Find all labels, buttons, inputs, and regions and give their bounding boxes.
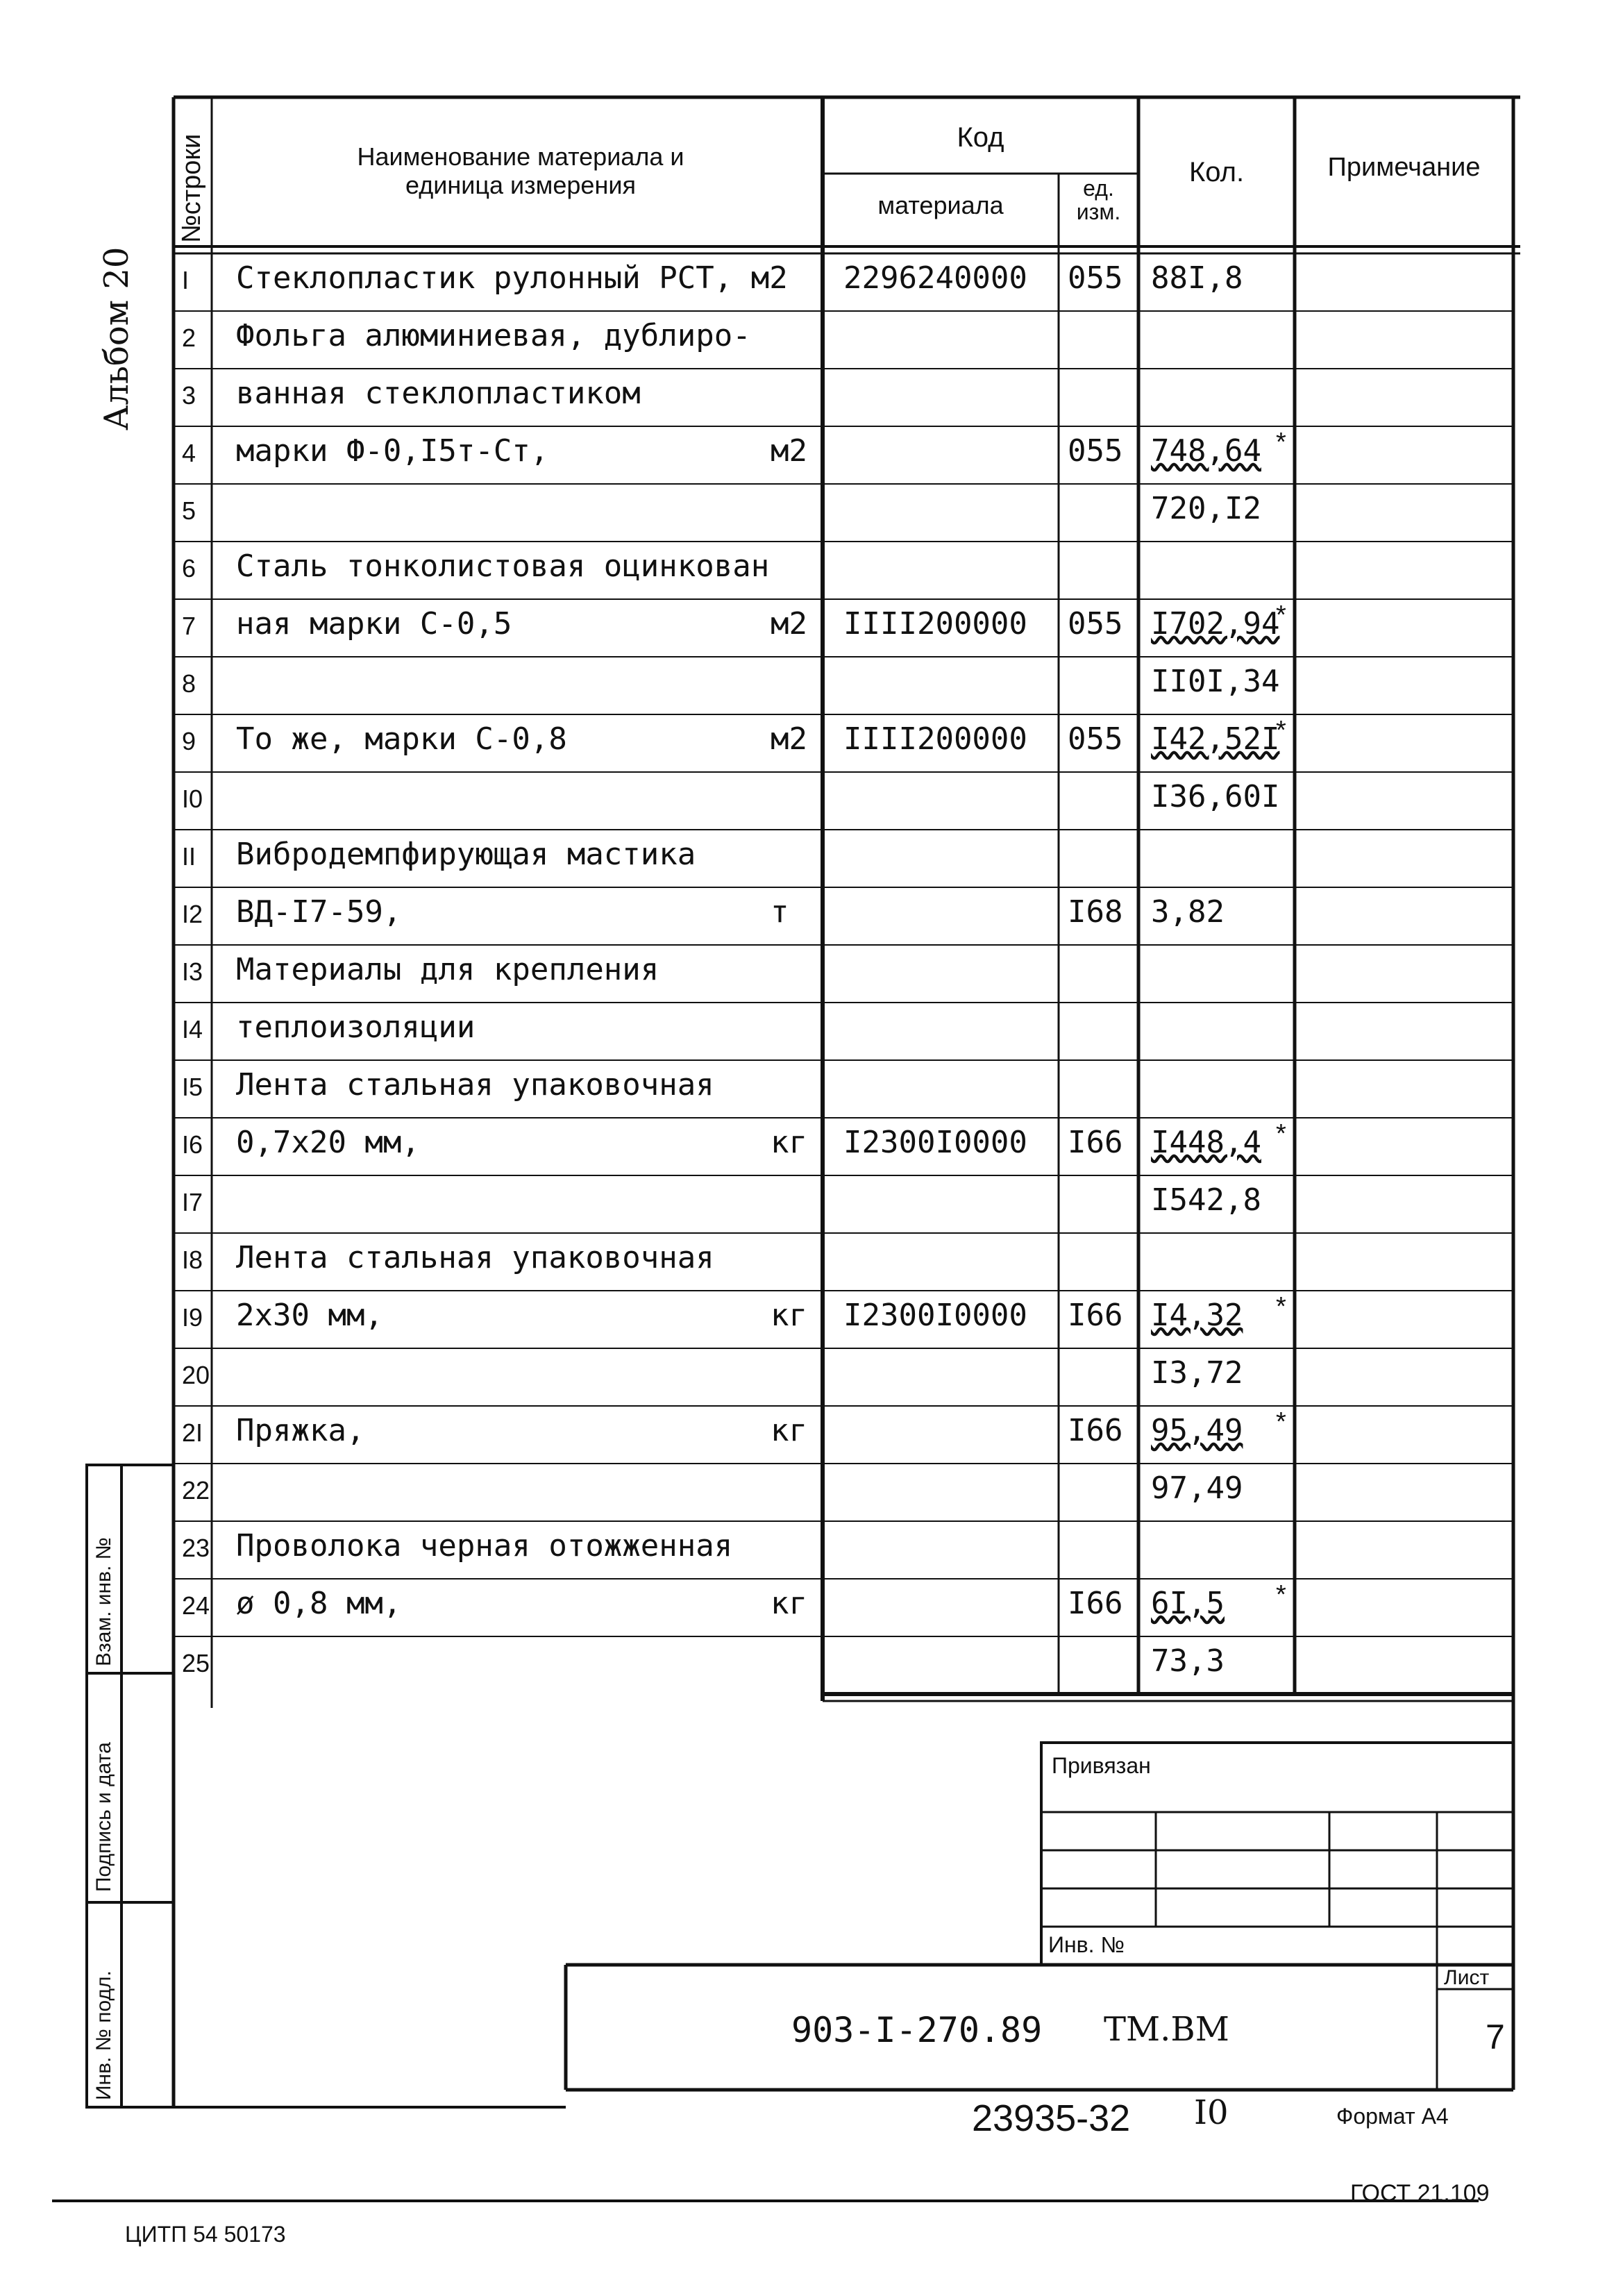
row-number: I0 — [182, 785, 203, 814]
stamp-list-label: Лист — [1444, 1966, 1490, 1989]
row-number: I — [182, 266, 190, 295]
header-name-line1: Наименование материала и — [357, 142, 684, 171]
quantity: I42,52I — [1151, 721, 1280, 757]
material-code: I2300I0000 — [843, 1124, 1027, 1160]
material-name: Проволока черная отожженная — [236, 1527, 733, 1564]
quantity: II0I,34 — [1151, 663, 1280, 699]
row-number: 2 — [182, 324, 196, 353]
side-podpis: Подпись и дата — [92, 1742, 115, 1892]
measure-unit: м2 — [771, 721, 807, 757]
quantity: 88I,8 — [1151, 260, 1243, 296]
material-name: Стеклопластик рулонный РСТ, м2 — [236, 260, 788, 296]
quantity: 73,3 — [1151, 1643, 1225, 1679]
stamp-list-value: 7 — [1486, 2018, 1505, 2056]
quantity: 6I,5 — [1151, 1585, 1225, 1621]
stamp-inv-no: Инв. № — [1048, 1932, 1125, 1957]
correction-star: * — [1276, 601, 1286, 630]
unit-code: I66 — [1068, 1412, 1123, 1448]
material-name: ВД-I7-59, — [236, 894, 402, 930]
material-name: 0,7х20 мм, — [236, 1124, 420, 1160]
measure-unit: кг — [771, 1124, 807, 1160]
quantity: 748,64 — [1151, 433, 1261, 469]
header-qty: Кол. — [1188, 157, 1245, 187]
header-code: Код — [957, 122, 1004, 153]
header-material: материала — [877, 191, 1004, 219]
quantity: 95,49 — [1151, 1412, 1243, 1448]
material-name: Лента стальная упаковочная — [236, 1066, 714, 1103]
stamp-doc-suffix: ТМ.ВМ — [1104, 2010, 1229, 2049]
quantity: I542,8 — [1151, 1182, 1261, 1218]
stamp-privyazan: Привязан — [1052, 1753, 1151, 1778]
header-unit-line2: изм. — [1076, 199, 1121, 224]
album-label: Альбом 20 — [97, 246, 136, 430]
gost-label: ГОСТ 21.109 — [1350, 2180, 1490, 2206]
unit-code: 055 — [1068, 433, 1123, 469]
unit-code: 055 — [1068, 721, 1123, 757]
measure-unit: м2 — [771, 605, 807, 642]
row-number: 4 — [182, 439, 196, 468]
row-number: I4 — [182, 1015, 203, 1044]
material-name: 2х30 мм, — [236, 1297, 383, 1333]
row-number: 9 — [182, 727, 196, 756]
side-vzam: Взам. инв. № — [92, 1537, 115, 1666]
material-name: Лента стальная упаковочная — [236, 1239, 714, 1275]
row-number: 22 — [182, 1476, 210, 1505]
material-code: 2296240000 — [843, 260, 1027, 296]
unit-code: I68 — [1068, 894, 1123, 930]
measure-unit: м2 — [771, 433, 807, 469]
row-number: 20 — [182, 1361, 210, 1390]
material-name: ø 0,8 мм, — [236, 1585, 402, 1621]
material-code: IIII200000 — [843, 605, 1027, 642]
unit-code: 055 — [1068, 605, 1123, 642]
quantity: I36,60I — [1151, 778, 1280, 814]
correction-star: * — [1276, 1580, 1286, 1609]
material-name: Вибродемпфирующая мастика — [236, 836, 696, 872]
order-number: 23935-32 — [972, 2097, 1131, 2139]
quantity: I4,32 — [1151, 1297, 1243, 1333]
correction-star: * — [1276, 716, 1286, 745]
measure-unit: кг — [771, 1412, 807, 1448]
quantity: I3,72 — [1151, 1355, 1243, 1391]
row-number: 6 — [182, 554, 196, 583]
unit-code: I66 — [1068, 1124, 1123, 1160]
material-code: I2300I0000 — [843, 1297, 1027, 1333]
quantity: 720,I2 — [1151, 490, 1261, 526]
citp-label: ЦИТП 54 50173 — [125, 2222, 286, 2247]
format-label: Формат А4 — [1336, 2104, 1449, 2129]
unit-code: 055 — [1068, 260, 1123, 296]
row-number: I2 — [182, 900, 203, 929]
material-name: ная марки С-0,5 — [236, 605, 512, 642]
row-number: 24 — [182, 1591, 210, 1620]
correction-star: * — [1276, 428, 1286, 457]
header-unit — [1059, 177, 1138, 224]
quantity: I448,4 — [1151, 1124, 1261, 1160]
row-number: 8 — [182, 669, 196, 698]
row-number: 2I — [182, 1418, 203, 1448]
material-code: IIII200000 — [843, 721, 1027, 757]
material-name: марки Ф-0,I5т-Ст, — [236, 433, 549, 469]
correction-star: * — [1276, 1407, 1286, 1436]
order-sub-number: I0 — [1194, 2093, 1229, 2132]
row-number: 3 — [182, 381, 196, 410]
measure-unit: кг — [771, 1585, 807, 1621]
side-inv: Инв. № подл. — [92, 1970, 115, 2100]
material-name: То же, марки С-0,8 — [236, 721, 567, 757]
measure-unit: т — [771, 894, 789, 930]
row-number: II — [182, 842, 196, 871]
correction-star: * — [1276, 1119, 1286, 1148]
measure-unit: кг — [771, 1297, 807, 1333]
material-name: Материалы для крепления — [236, 951, 659, 987]
row-number: 7 — [182, 612, 196, 641]
header-unit-line1: ед. — [1083, 176, 1114, 201]
material-name: Пряжка, — [236, 1412, 365, 1448]
row-number: I5 — [182, 1073, 203, 1102]
material-name: Сталь тонколистовая оцинкован — [236, 548, 770, 584]
stamp-doc-code: 903-I-270.89 — [791, 2010, 1043, 2050]
quantity: I702,94 — [1151, 605, 1280, 642]
material-name: Фольга алюминиевая, дублиро- — [236, 317, 751, 353]
quantity: 3,82 — [1151, 894, 1225, 930]
unit-code: I66 — [1068, 1585, 1123, 1621]
header-note: Примечание — [1327, 153, 1481, 182]
row-number: 5 — [182, 496, 196, 526]
header-name — [229, 142, 812, 200]
row-number: I7 — [182, 1188, 203, 1217]
correction-star: * — [1276, 1292, 1286, 1321]
header-row-no: №строки — [177, 133, 206, 243]
quantity: 97,49 — [1151, 1470, 1243, 1506]
row-number: 23 — [182, 1534, 210, 1563]
row-number: I6 — [182, 1130, 203, 1159]
header-name-line2: единица измерения — [405, 171, 636, 200]
row-number: I8 — [182, 1246, 203, 1275]
material-name: теплоизоляции — [236, 1009, 476, 1045]
row-number: I3 — [182, 957, 203, 987]
material-name: ванная стеклопластиком — [236, 375, 641, 411]
unit-code: I66 — [1068, 1297, 1123, 1333]
row-number: 25 — [182, 1649, 210, 1678]
row-number: I9 — [182, 1303, 203, 1332]
